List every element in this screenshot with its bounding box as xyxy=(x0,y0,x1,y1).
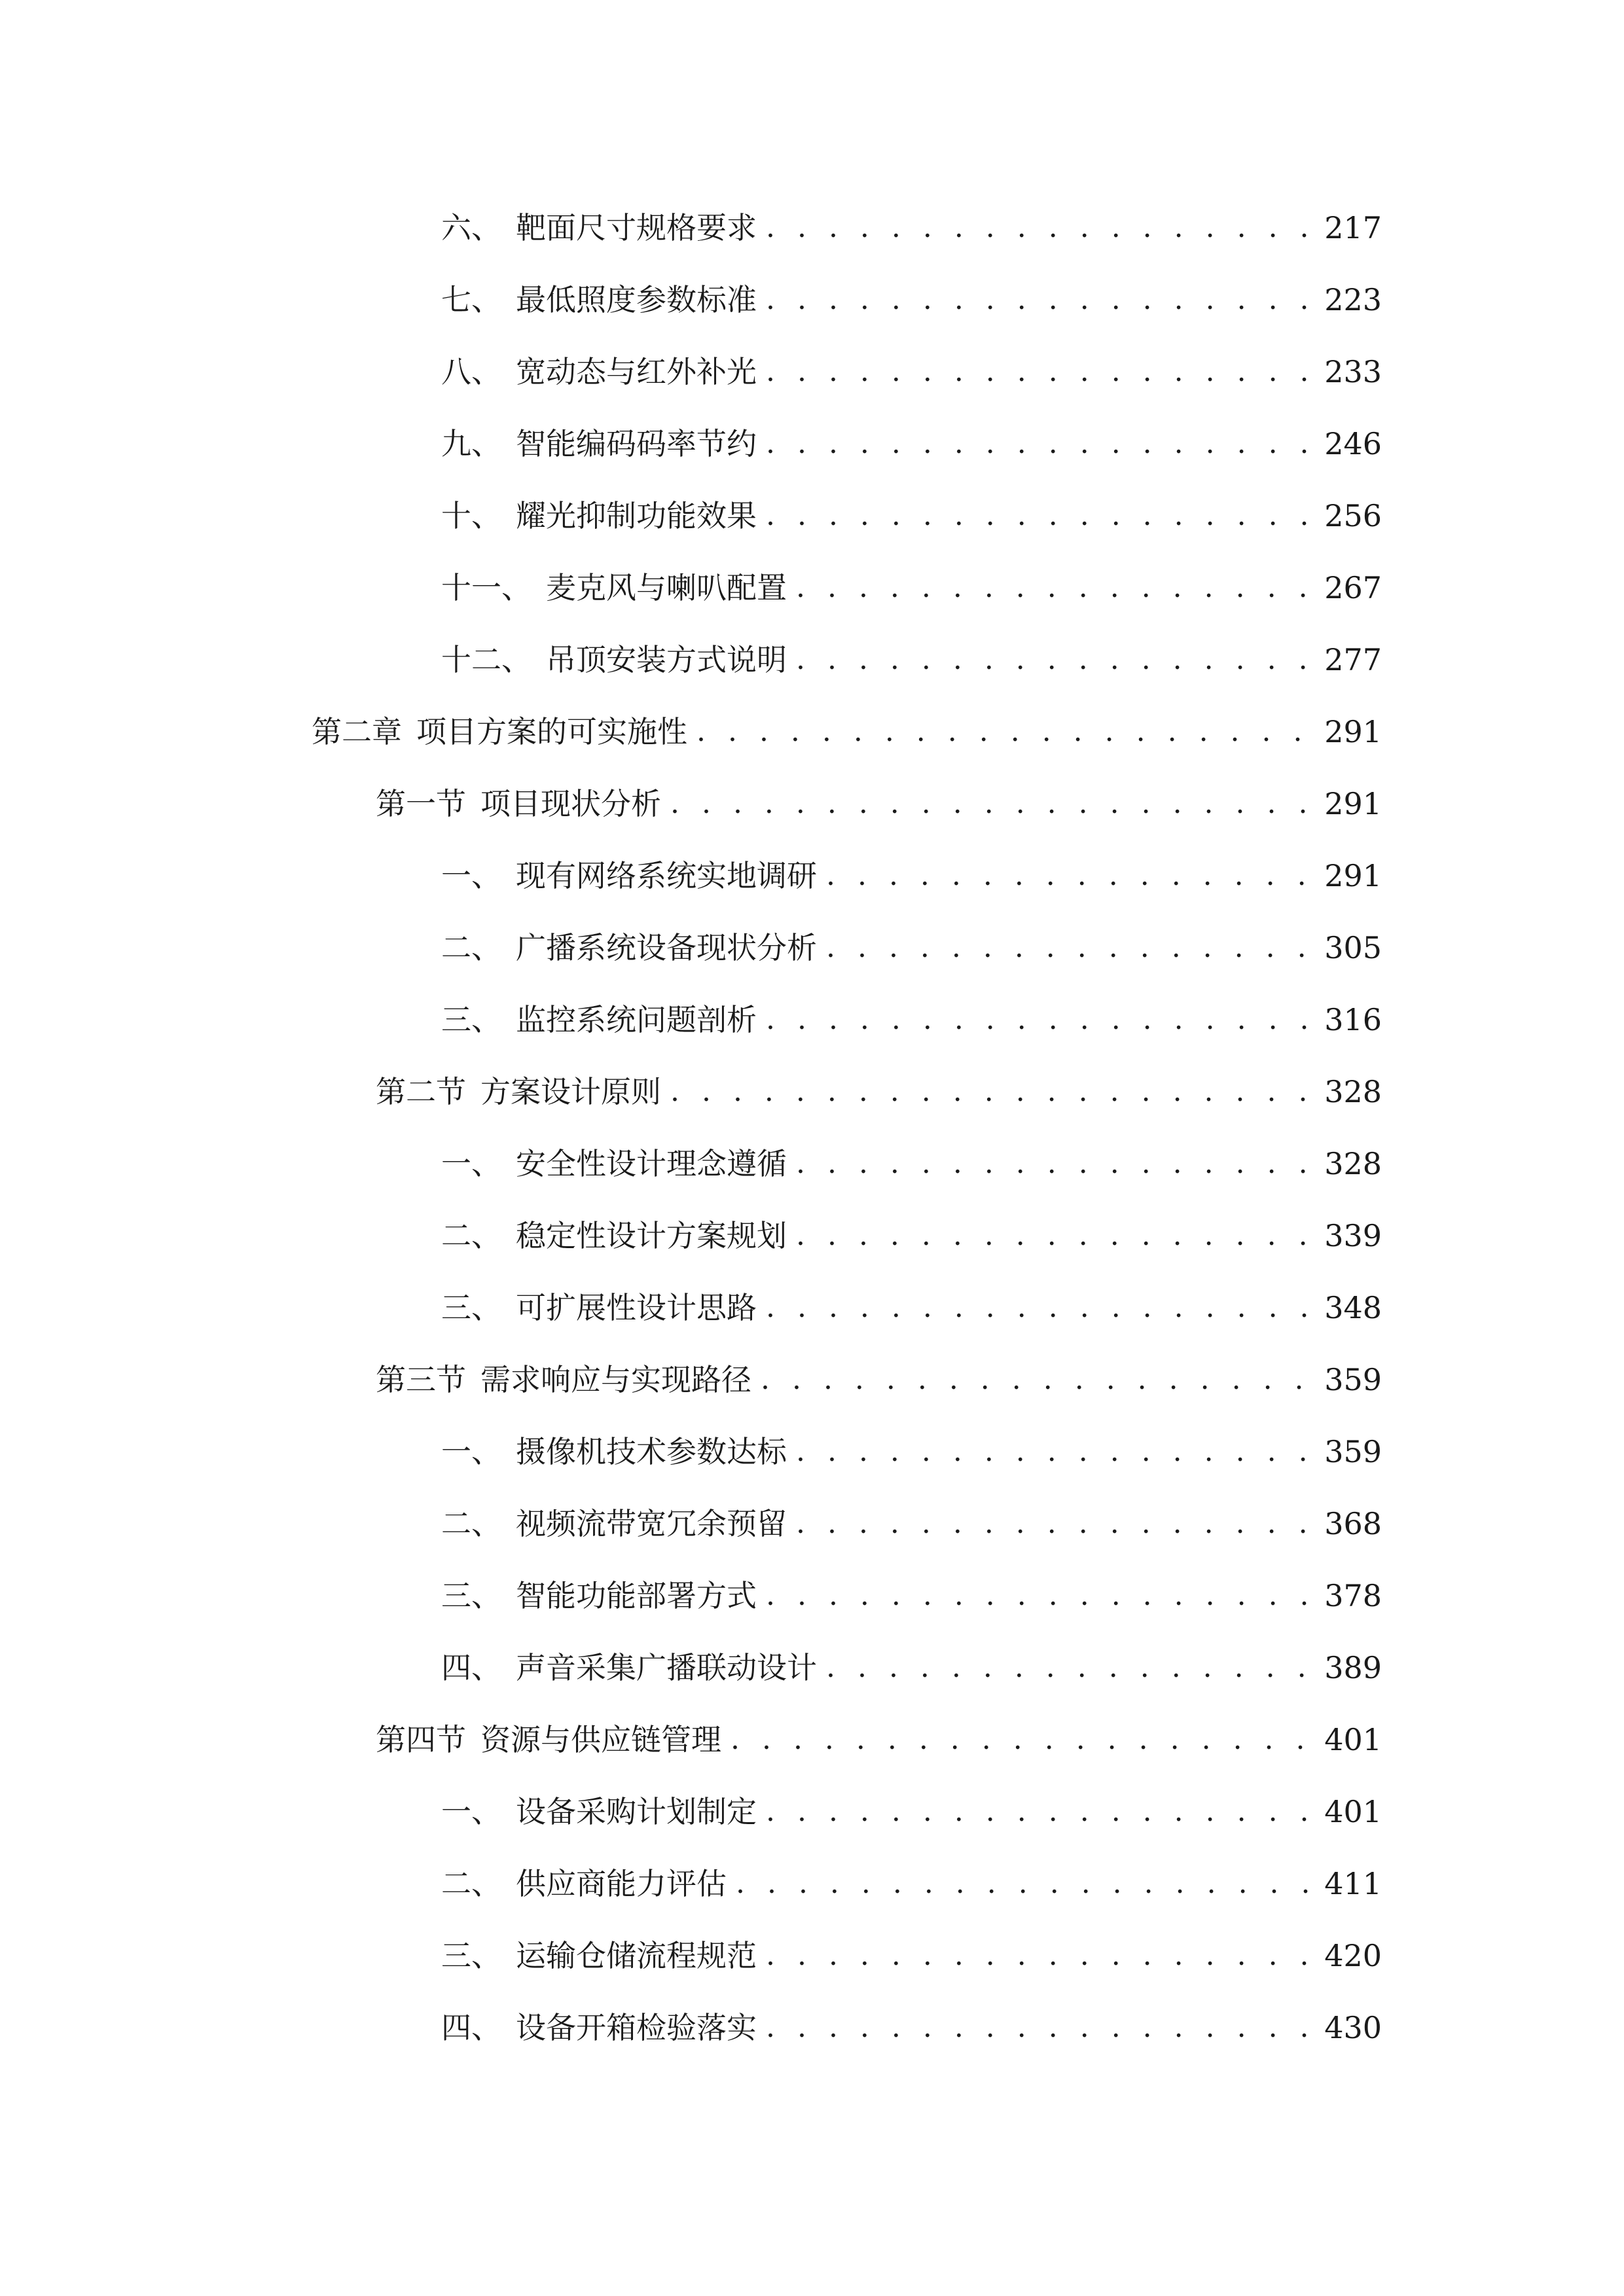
toc-entry[interactable] xyxy=(441,922,1624,974)
toc-dot-leader xyxy=(766,202,1312,254)
toc-entry-title: 设备采购计划制定 xyxy=(516,1794,757,1829)
toc-page-number: 316 xyxy=(1324,1002,1382,1037)
toc-entry-number: 第二章 xyxy=(312,714,402,749)
toc-dot-leader xyxy=(766,274,1312,326)
toc-dot-leader xyxy=(766,1282,1312,1334)
toc-dot-leader xyxy=(766,1929,1312,1982)
toc-page-number: 233 xyxy=(1324,354,1382,389)
toc-entry-title: 声音采集广播联动设计 xyxy=(516,1650,817,1685)
toc-entry[interactable] xyxy=(376,1354,1624,1406)
toc-entry-number: 一、 xyxy=(441,1146,501,1181)
toc-page-number: 411 xyxy=(1324,1866,1382,1901)
toc-page-number: 378 xyxy=(1324,1578,1382,1613)
toc-entry[interactable] xyxy=(441,1498,1624,1550)
toc-entry[interactable] xyxy=(441,1138,1624,1190)
toc-page-number: 328 xyxy=(1324,1074,1382,1109)
toc-entry-number: 二、 xyxy=(441,1866,501,1901)
toc-entry-title: 靶面尺寸规格要求 xyxy=(516,210,757,245)
toc-entry-number: 三、 xyxy=(441,1578,501,1613)
toc-entry-number: 四、 xyxy=(441,1650,501,1685)
toc-entry-title: 智能编码码率节约 xyxy=(516,426,757,461)
toc-entry-number: 二、 xyxy=(441,1506,501,1541)
toc-entry-title: 麦克风与喇叭配置 xyxy=(546,570,787,605)
toc-entry-number: 第四节 xyxy=(376,1722,466,1757)
toc-entry-number: 一、 xyxy=(441,1794,501,1829)
toc-entry-number: 一、 xyxy=(441,858,501,893)
toc-dot-leader xyxy=(766,1570,1312,1622)
toc-dot-leader xyxy=(826,922,1312,974)
toc-entry-title: 项目现状分析 xyxy=(480,786,661,821)
toc-entry-number: 第二节 xyxy=(376,1074,466,1109)
toc-dot-leader xyxy=(766,418,1312,470)
toc-page-number: 430 xyxy=(1324,2010,1382,2045)
toc-dot-leader xyxy=(766,2001,1312,2054)
toc-entry[interactable] xyxy=(441,562,1624,614)
toc-entry[interactable] xyxy=(441,2001,1624,2054)
toc-entry-number: 三、 xyxy=(441,1002,501,1037)
toc-entry[interactable] xyxy=(441,1929,1624,1982)
toc-entry-title: 最低照度参数标准 xyxy=(516,282,757,317)
toc-entry-title: 吊顶安装方式说明 xyxy=(546,642,787,677)
toc-dot-leader xyxy=(796,1498,1312,1550)
toc-entry-title: 需求响应与实现路径 xyxy=(480,1362,751,1397)
toc-page-number: 348 xyxy=(1324,1290,1382,1325)
toc-entry-title: 供应商能力评估 xyxy=(516,1866,727,1901)
toc-dot-leader xyxy=(826,1641,1312,1694)
toc-page-number: 291 xyxy=(1324,786,1382,821)
toc-entry-number: 第三节 xyxy=(376,1362,466,1397)
toc-dot-leader xyxy=(696,706,1312,758)
toc-entry-number: 二、 xyxy=(441,1218,501,1253)
toc-page-number: 401 xyxy=(1324,1794,1382,1829)
toc-entry[interactable] xyxy=(376,778,1624,830)
toc-dot-leader xyxy=(796,1138,1312,1190)
toc-entry-number: 七、 xyxy=(441,282,501,317)
toc-dot-leader xyxy=(826,850,1312,902)
toc-dot-leader xyxy=(670,1066,1312,1118)
toc-entry-number: 十、 xyxy=(441,498,501,533)
toc-entry-number: 十二、 xyxy=(441,642,532,677)
toc-entry-title: 项目方案的可实施性 xyxy=(416,714,687,749)
toc-page-number: 401 xyxy=(1324,1722,1382,1757)
toc-page-number: 256 xyxy=(1324,498,1382,533)
toc-dot-leader xyxy=(766,490,1312,542)
toc-entry-number: 第一节 xyxy=(376,786,466,821)
toc-page-number: 277 xyxy=(1324,642,1382,677)
toc-page-number: 291 xyxy=(1324,858,1382,893)
toc-entry[interactable] xyxy=(441,490,1624,542)
toc-entry-title: 摄像机技术参数达标 xyxy=(516,1434,787,1469)
toc-entry-number: 三、 xyxy=(441,1290,501,1325)
toc-page-number: 267 xyxy=(1324,570,1382,605)
toc-page-number: 291 xyxy=(1324,714,1382,749)
toc-entry[interactable] xyxy=(441,850,1624,902)
toc-page-number: 420 xyxy=(1324,1938,1382,1973)
toc-page-number: 339 xyxy=(1324,1218,1382,1253)
toc-dot-leader xyxy=(761,1354,1312,1406)
toc-entry[interactable] xyxy=(441,994,1624,1046)
toc-dot-leader xyxy=(766,1785,1312,1838)
toc-entry-title: 方案设计原则 xyxy=(480,1074,661,1109)
toc-entry-title: 运输仓储流程规范 xyxy=(516,1938,757,1973)
toc-entry-title: 宽动态与红外补光 xyxy=(516,354,757,389)
toc-entry-title: 智能功能部署方式 xyxy=(516,1578,757,1613)
toc-page-number: 246 xyxy=(1324,426,1382,461)
toc-entry[interactable] xyxy=(312,706,1624,758)
toc-page-number: 223 xyxy=(1324,282,1382,317)
toc-entry[interactable] xyxy=(441,1785,1624,1838)
toc-entry-title: 视频流带宽冗余预留 xyxy=(516,1506,787,1541)
toc-dot-leader xyxy=(796,1210,1312,1262)
toc-entry[interactable] xyxy=(441,1641,1624,1694)
toc-entry-number: 八、 xyxy=(441,354,501,389)
toc-entry-title: 耀光抑制功能效果 xyxy=(516,498,757,533)
toc-entry-number: 四、 xyxy=(441,2010,501,2045)
toc-page-number: 359 xyxy=(1324,1434,1382,1469)
toc-dot-leader xyxy=(766,346,1312,398)
toc-entry-title: 稳定性设计方案规划 xyxy=(516,1218,787,1253)
toc-entry[interactable] xyxy=(441,346,1624,398)
toc-entry[interactable] xyxy=(441,274,1624,326)
toc-entry-number: 九、 xyxy=(441,426,501,461)
toc-page-number: 359 xyxy=(1324,1362,1382,1397)
toc-dot-leader xyxy=(796,562,1312,614)
toc-entry[interactable] xyxy=(376,1713,1624,1766)
toc-dot-leader xyxy=(731,1713,1312,1766)
toc-entry-title: 广播系统设备现状分析 xyxy=(516,930,817,965)
toc-entry[interactable] xyxy=(376,1066,1624,1118)
toc-entry[interactable] xyxy=(441,418,1624,470)
toc-entry[interactable] xyxy=(441,1570,1624,1622)
toc-entry-number: 一、 xyxy=(441,1434,501,1469)
toc-entry-title: 安全性设计理念遵循 xyxy=(516,1146,787,1181)
toc-entry-number: 十一、 xyxy=(441,570,532,605)
toc-dot-leader xyxy=(796,634,1312,686)
toc-entry[interactable] xyxy=(441,1426,1624,1478)
toc-dot-leader xyxy=(670,778,1312,830)
toc-entry-title: 监控系统问题剖析 xyxy=(516,1002,757,1037)
toc-page-number: 328 xyxy=(1324,1146,1382,1181)
toc-entry[interactable] xyxy=(441,1210,1624,1262)
toc-dot-leader xyxy=(736,1857,1312,1910)
toc-entry[interactable] xyxy=(441,1857,1624,1910)
toc-entry-title: 资源与供应链管理 xyxy=(480,1722,721,1757)
toc-page-number: 389 xyxy=(1324,1650,1382,1685)
toc-entry[interactable] xyxy=(441,1282,1624,1334)
toc-page-number: 217 xyxy=(1324,210,1382,245)
toc-entry[interactable] xyxy=(441,202,1624,254)
toc-entry-number: 六、 xyxy=(441,210,501,245)
toc-page-number: 368 xyxy=(1324,1506,1382,1541)
toc-entry-number: 三、 xyxy=(441,1938,501,1973)
toc-entry-number: 二、 xyxy=(441,930,501,965)
toc-entry-title: 设备开箱检验落实 xyxy=(516,2010,757,2045)
toc-entry[interactable] xyxy=(441,634,1624,686)
toc-page-number: 305 xyxy=(1324,930,1382,965)
toc-entry-title: 现有网络系统实地调研 xyxy=(516,858,817,893)
toc-entry-title: 可扩展性设计思路 xyxy=(516,1290,757,1325)
toc-dot-leader xyxy=(796,1426,1312,1478)
toc-dot-leader xyxy=(766,994,1312,1046)
